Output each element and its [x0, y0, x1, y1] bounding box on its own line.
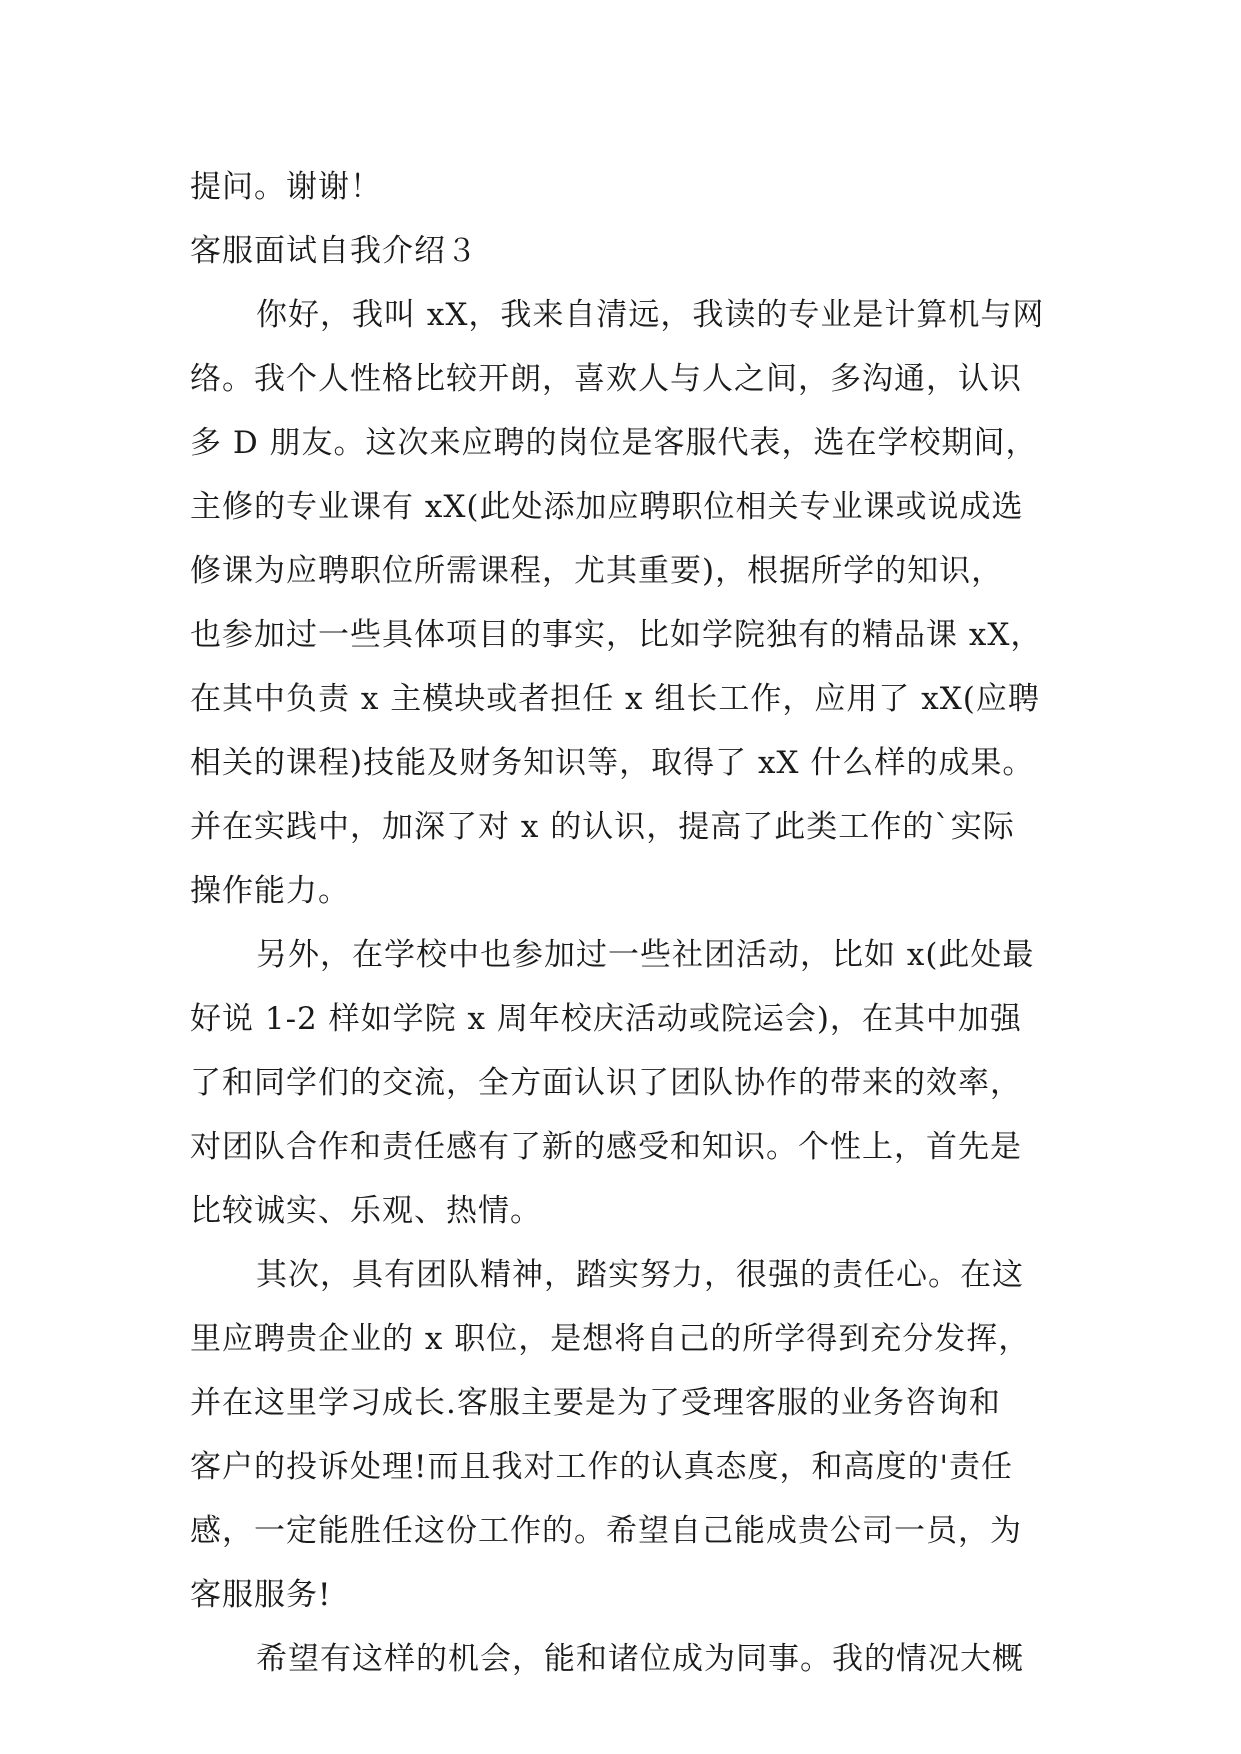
- paragraph-line: 客服服务!: [190, 1577, 332, 1613]
- paragraph-line: 感，一定能胜任这份工作的。希望自己能成贵公司一员，为: [190, 1513, 1022, 1549]
- paragraph-line: 络。我个人性格比较开朗，喜欢人与人之间，多沟通，认识: [190, 361, 1022, 397]
- paragraph-line: 了和同学们的交流，全方面认识了团队协作的带来的效率，: [190, 1065, 1022, 1101]
- paragraph-line: 修课为应聘职位所需课程，尤其重要)，根据所学的知识，: [190, 553, 1004, 589]
- paragraph-line: 你好，我叫 xX，我来自清远，我读的专业是计算机与网: [256, 297, 1045, 333]
- paragraph-line: 在其中负责 x 主模块或者担任 x 组长工作，应用了 xX(应聘: [190, 681, 1040, 717]
- paragraph-line: 里应聘贵企业的 x 职位，是想将自己的所学得到充分发挥，: [190, 1321, 1031, 1357]
- paragraph-line: 其次，具有团队精神，踏实努力，很强的责任心。在这: [256, 1257, 1024, 1293]
- text-line: 提问。谢谢！: [190, 169, 382, 205]
- paragraph-line: 对团队合作和责任感有了新的感受和知识。个性上，首先是: [190, 1129, 1022, 1165]
- paragraph-line: 多 D 朋友。这次来应聘的岗位是客服代表，选在学校期间，: [190, 425, 1038, 461]
- paragraph-line: 并在这里学习成长.客服主要是为了受理客服的业务咨询和: [190, 1385, 1001, 1421]
- paragraph-line: 客户的投诉处理!而且我对工作的认真态度，和高度的'责任: [190, 1449, 1013, 1485]
- document-body: [190, 155, 1070, 1691]
- paragraph-line: 希望有这样的机会，能和诸位成为同事。我的情况大概: [256, 1641, 1024, 1677]
- paragraph-line: 也参加过一些具体项目的事实，比如学院独有的精品课 xX，: [190, 617, 1043, 653]
- paragraph-line: 相关的课程)技能及财务知识等，取得了 xX 什么样的成果。: [190, 745, 1035, 781]
- paragraph-line: 好说 1-2 样如学院 x 周年校庆活动或院运会)，在其中加强: [190, 1001, 1022, 1037]
- paragraph-line: 比较诚实、乐观、热情。: [190, 1193, 542, 1229]
- paragraph-line: 主修的专业课有 xX(此处添加应聘职位相关专业课或说成选: [190, 489, 1024, 525]
- paragraph-line: 并在实践中，加深了对 x 的认识，提高了此类工作的`实际: [190, 809, 1015, 845]
- paragraph-line: 操作能力。: [190, 873, 350, 909]
- section-heading: 客服面试自我介绍３: [190, 233, 478, 269]
- paragraph-line: 另外，在学校中也参加过一些社团活动，比如 x(此处最: [256, 937, 1035, 973]
